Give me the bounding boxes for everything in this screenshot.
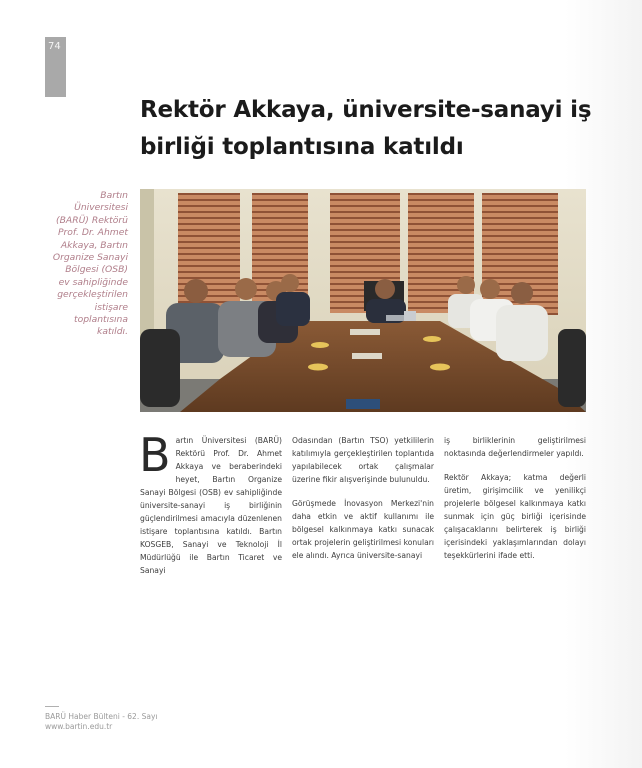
- photo-caption: Bartın Üniversitesi (BARÜ) Rektörü Prof. Dr. Ahmet Akkaya, Bartın Organize Sanayi Bölgesi (OSB) ev sahipliğinde gerçekleştirilen istişare toplantısına katıldı.: [52, 190, 128, 338]
- footer-website: www.bartin.edu.tr: [45, 722, 113, 731]
- article-column-1-text: artın Üniversitesi (BARÜ) Rektörü Prof. Dr. Ahmet Akkaya ve beraberindeki heyet, Bartın Organize Sanayi Bölgesi (OSB) ev sahipliğinde üniversite-sanayi iş birliğinin güçlendirilmesi amacıyla düzenlenen istişare toplantısına katıldı. Bartın KOSGEB, Sanayi ve Teknoloji İl Müdürlüğü ile Bartın Ticaret ve Sanayi: [140, 436, 282, 575]
- drop-cap: B: [139, 428, 171, 482]
- page-number: 74: [48, 41, 61, 52]
- article-paragraph: Rektör Akkaya; katma değerli üretim, girişimcilik ve yenilikçi projelerle bölgesel kalkınmaya katkı sunmak için güç birliği içerisinde çalışacaklarını belirterek iş birliği içerisindeki yaklaşımlarından dolayı teşekkürlerini ifade etti.: [444, 473, 586, 560]
- footer-publication: BARÜ Haber Bülteni - 62. Sayı: [45, 712, 158, 721]
- article-paragraph: Odasından (Bartın TSO) yetkililerin katılımıyla gerçekleştirilen toplantıda yapılabilecek ortak çalışmalar üzerine fikir alışverişinde bulunuldu.: [292, 436, 434, 484]
- footer-rule: [45, 706, 59, 707]
- article-paragraph: iş birliklerinin geliştirilmesi noktasında değerlendirmeler yapıldı.: [444, 436, 586, 458]
- article-title: Rektör Akkaya, üniversite-sanayi iş birliği toplantısına katıldı: [140, 97, 592, 160]
- article-column-1: [139, 428, 282, 577]
- article-column-3: [444, 434, 586, 573]
- meeting-photo: [140, 189, 586, 412]
- article-column-2: [292, 434, 434, 573]
- article-body: [139, 428, 586, 575]
- article-paragraph: Görüşmede İnovasyon Merkezi'nin daha etkin ve aktif kullanımı ile bölgesel kalkınmaya katkı sunacak ortak projelerin geliştirilmesi konuları ele alındı. Ayrıca üniversite-sanayi: [292, 499, 434, 560]
